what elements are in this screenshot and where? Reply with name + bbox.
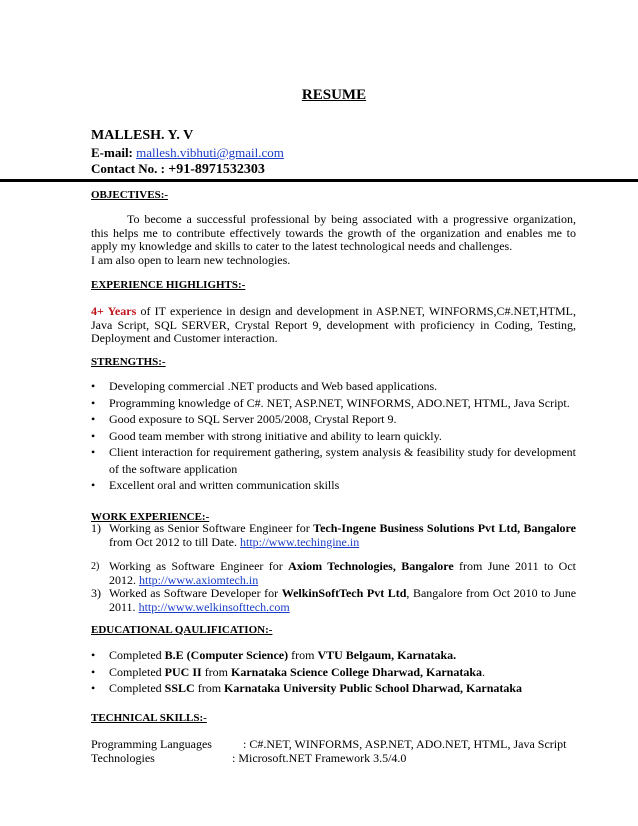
skill-key: Programming Languages	[91, 737, 212, 751]
work-item-number: 3)	[91, 586, 101, 600]
work-item-number: 2)	[91, 561, 100, 572]
edu-prefix: Completed	[109, 681, 165, 695]
objective-line-2: I am also open to learn new technologies.	[91, 253, 291, 267]
technical-heading: TECHNICAL SKILLS:-	[91, 712, 207, 724]
list-item	[91, 680, 576, 697]
list-item: • Developing commercial .NET products and Web based applications.	[91, 378, 576, 395]
work-heading: WORK EXPERIENCE:-	[91, 511, 210, 523]
list-item: • Excellent oral and written communication skills	[91, 477, 576, 494]
work-item-role: Working as Software Engineer for	[109, 559, 289, 573]
strengths-heading: STRENGTHS:-	[91, 356, 166, 368]
edu-from: from	[201, 664, 232, 679]
list-item	[91, 647, 576, 664]
work-item-company: WelkinSoftTech Pvt Ltd	[281, 586, 407, 600]
work-item-company: Axiom Technologies, Bangalore	[288, 559, 454, 573]
contact-line	[91, 161, 265, 178]
company-link[interactable]: http://www.welkinsofttech.com	[138, 599, 290, 614]
resume-title: RESUME	[301, 87, 367, 103]
company-link[interactable]: http://www.techingine.in	[239, 534, 360, 549]
skill-row	[91, 752, 571, 766]
edu-degree: SSLC	[164, 681, 195, 695]
work-item	[91, 560, 576, 587]
skills-table	[91, 738, 571, 766]
list-item: • Good exposure to SQL Server 2005/2008, Crystal Report 9.	[91, 411, 576, 428]
objectives-heading: OBJECTIVES:-	[91, 189, 169, 201]
company-link[interactable]: http://www.axiomtech.in	[139, 572, 259, 587]
skill-row	[91, 738, 571, 752]
edu-degree: PUC II	[164, 664, 202, 679]
candidate-name: MALLESH. Y. V	[91, 128, 194, 143]
edu-from: from	[288, 648, 318, 662]
skill-value: : Microsoft.NET Framework 3.5/4.0	[232, 751, 407, 765]
work-item-dates: from June 2011 to Oct 2012.	[109, 559, 576, 587]
list-item: • Client interaction for requirement gathering, system analysis & feasibility study for development of the software application	[91, 444, 576, 477]
edu-degree: B.E (Computer Science)	[164, 648, 289, 662]
strengths-list	[91, 378, 576, 494]
work-item-company: Tech-Ingene Business Solutions Pvt Ltd, Bangalore	[313, 521, 576, 535]
list-item: • Programming knowledge of C#. NET, ASP.NET, WINFORMS, ADO.NET, HTML, Java Script.	[91, 395, 576, 412]
work-item-number: 1)	[91, 521, 101, 535]
email-label: E-mail:	[91, 145, 133, 160]
work-item-dates: , Bangalore from Oct 2010 to June 2011.	[109, 586, 577, 614]
work-item	[91, 522, 576, 549]
work-item-role: Working as Senior Software Engineer for	[109, 521, 314, 535]
edu-prefix: Completed	[109, 648, 165, 662]
edu-end: .	[482, 664, 486, 679]
experience-heading: EXPERIENCE HIGHLIGHTS:-	[91, 279, 246, 291]
experience-details: of IT experience in design and development in ASP.NET, WINFORMS,C#.NET,HTML, Java Script, SQL SERVER, Crystal Report 9, development with proficiency in Coding, Testing, Deployment and Customer interaction.	[91, 304, 576, 345]
education-heading: EDUCATIONAL QAULIFICATION:-	[91, 624, 273, 636]
work-list-cont	[91, 560, 576, 614]
contact-number: +91-8971532303	[168, 162, 265, 177]
edu-institution: Karnataka Science College Dharwad, Karnataka	[231, 664, 483, 679]
work-item-dates: from Oct 2012 to till Date.	[109, 534, 240, 549]
email-link[interactable]: mallesh.vibhuti@gmail.com	[136, 145, 284, 160]
list-item: • Good team member with strong initiative and ability to learn quickly.	[91, 428, 576, 445]
work-list	[91, 522, 576, 549]
education-list	[91, 647, 576, 697]
experience-years: 4+ Years	[91, 304, 137, 318]
skill-key: Technologies	[91, 751, 155, 765]
edu-institution: Karnataka University Public School Dharwad, Karnataka	[224, 681, 523, 695]
email-line	[91, 145, 284, 161]
edu-prefix: Completed	[109, 664, 165, 679]
header-divider	[0, 179, 638, 182]
contact-label: Contact No. :	[91, 161, 166, 176]
skill-value: : C#.NET, WINFORMS, ASP.NET, ADO.NET, HTML, Java Script	[243, 737, 567, 751]
work-item	[91, 587, 576, 614]
list-item	[91, 664, 576, 681]
experience-text	[91, 305, 576, 346]
work-item-role: Worked as Software Developer for	[109, 586, 282, 600]
edu-institution: VTU Belgaum, Karnataka.	[317, 648, 457, 662]
objective-text: To become a successful professional by being associated with a progressive organization, this helps me to contribute effectively towards the growth of the organization and enables me to apply my knowledge and skills to cater to the latest technological needs and challenges.	[91, 212, 576, 253]
edu-from: from	[194, 681, 225, 695]
